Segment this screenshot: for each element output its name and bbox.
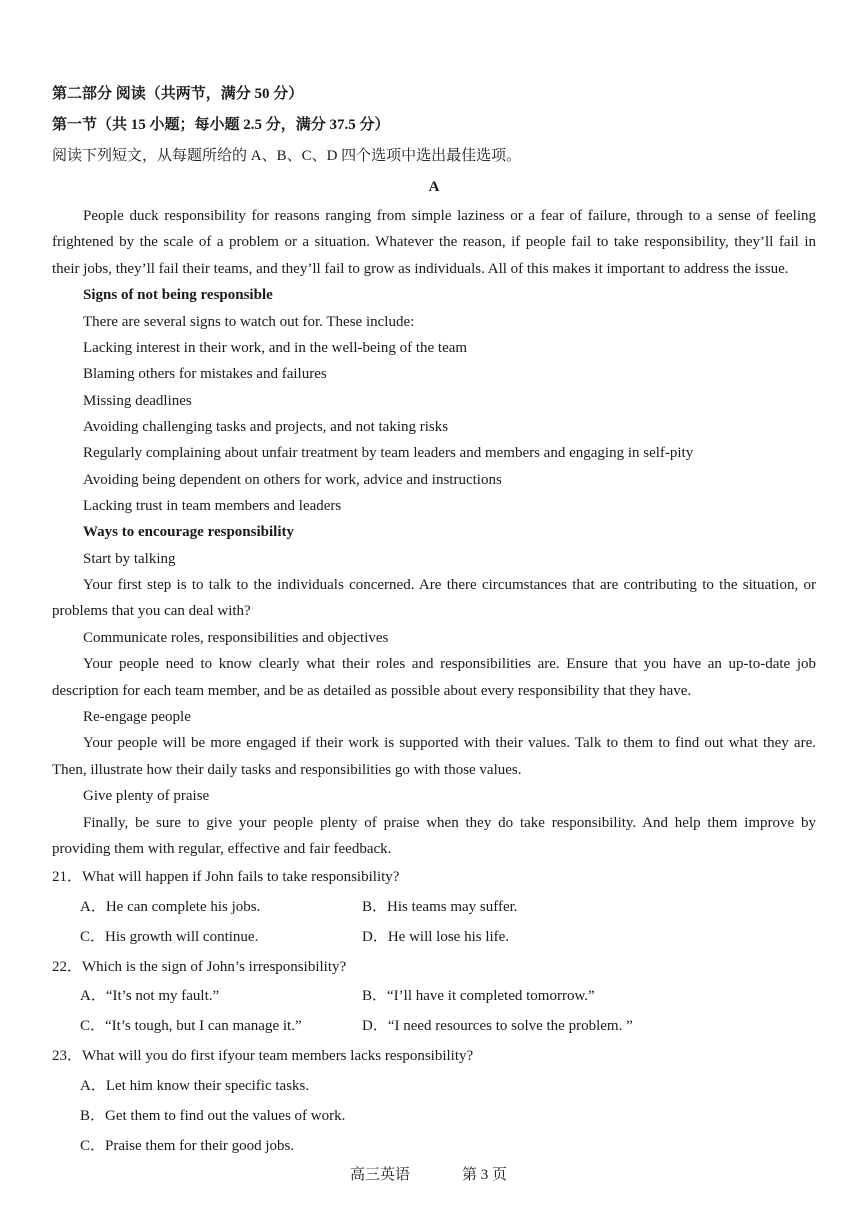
- footer-subject: 高三英语: [350, 1167, 411, 1183]
- sign-item: Lacking interest in their work, and in the well-being of the team: [83, 340, 468, 356]
- signs-heading: Signs of not being responsible: [83, 287, 273, 303]
- way-text: Your first step is to talk to the individuals concerned. Are there circumstances that are contributing to the situation, or: [83, 577, 816, 593]
- question-21-option-b: B．His teams may suffer.: [362, 899, 518, 915]
- question-23-stem: 23．What will you do first ifyour team members lacks responsibility?: [52, 1048, 474, 1064]
- sign-item: Avoiding challenging tasks and projects, and not taking risks: [83, 419, 449, 435]
- question-23-option-c: C．Praise them for their good jobs.: [80, 1138, 295, 1154]
- way-title: Communicate roles, responsibilities and objectives: [83, 630, 389, 646]
- sign-item: Regularly complaining about unfair treatment by team leaders and members and engaging in self-pity: [83, 445, 694, 461]
- way-text: Then, illustrate how their daily tasks and responsibilities go with those values.: [52, 762, 522, 778]
- question-21-option-c: C．His growth will continue.: [80, 929, 259, 945]
- question-22-stem: 22．Which is the sign of John’s irresponsibility?: [52, 959, 347, 975]
- question-21-option-a: A．He can complete his jobs.: [80, 899, 261, 915]
- ways-heading: Ways to encourage responsibility: [83, 524, 294, 540]
- sign-item: Blaming others for mistakes and failures: [83, 366, 327, 382]
- signs-intro: There are several signs to watch out for. These include:: [83, 314, 415, 330]
- question-22-option-b: B．“I’ll have it completed tomorrow.”: [362, 988, 595, 1004]
- footer-page-number: 第 3 页: [462, 1167, 508, 1183]
- question-21-stem: 21．What will happen if John fails to take responsibility?: [52, 869, 400, 885]
- way-text: description for each team member, and be as detailed as possible about every responsibility that they have.: [52, 683, 692, 699]
- question-22-option-a: A．“It’s not my fault.”: [80, 988, 220, 1004]
- question-23-option-a: A．Let him know their specific tasks.: [80, 1078, 310, 1094]
- intro-line: People duck responsibility for reasons ranging from simple laziness or a fear of failure, through to a sense of feeling: [83, 208, 816, 224]
- instruction: 阅读下列短文，从每题所给的 A、B、C、D 四个选项中选出最佳选项。: [52, 148, 522, 164]
- section-title: 第一节（共 15 小题；每小题 2.5 分，满分 37.5 分）: [52, 117, 390, 133]
- way-text: Finally, be sure to give your people plenty of praise when they do take responsibility. And help them improve by: [83, 815, 816, 831]
- passage-label: A: [428, 179, 440, 195]
- intro-line: their jobs, they’ll fail their teams, and they’ll fail to grow as individuals. All of this makes it important to address the issue.: [52, 261, 789, 277]
- way-title: Start by talking: [83, 551, 176, 567]
- sign-item: Lacking trust in team members and leaders: [83, 498, 342, 514]
- way-text: Your people will be more engaged if their work is supported with their values. Talk to them to find out what they are.: [83, 735, 816, 751]
- question-22-option-d: D．“I need resources to solve the problem. ”: [362, 1018, 633, 1034]
- sign-item: Avoiding being dependent on others for work, advice and instructions: [83, 472, 502, 488]
- question-23-option-b: B．Get them to find out the values of work.: [80, 1108, 346, 1124]
- question-21-option-d: D．He will lose his life.: [362, 929, 510, 945]
- way-text: Your people need to know clearly what their roles and responsibilities are. Ensure that you have an up-to-date job: [83, 656, 816, 672]
- intro-line: frightened by the scale of a problem or a situation. Whatever the reason, if people fail to take responsibility, they’ll fail in: [52, 234, 816, 250]
- way-title: Re-engage people: [83, 709, 191, 725]
- way-text: providing them with regular, effective and fair feedback.: [52, 841, 392, 857]
- way-title: Give plenty of praise: [83, 788, 210, 804]
- sign-item: Missing deadlines: [83, 393, 192, 409]
- part-title: 第二部分 阅读（共两节，满分 50 分）: [52, 86, 304, 102]
- way-text: problems that you can deal with?: [52, 603, 251, 619]
- question-22-option-c: C．“It’s tough, but I can manage it.”: [80, 1018, 302, 1034]
